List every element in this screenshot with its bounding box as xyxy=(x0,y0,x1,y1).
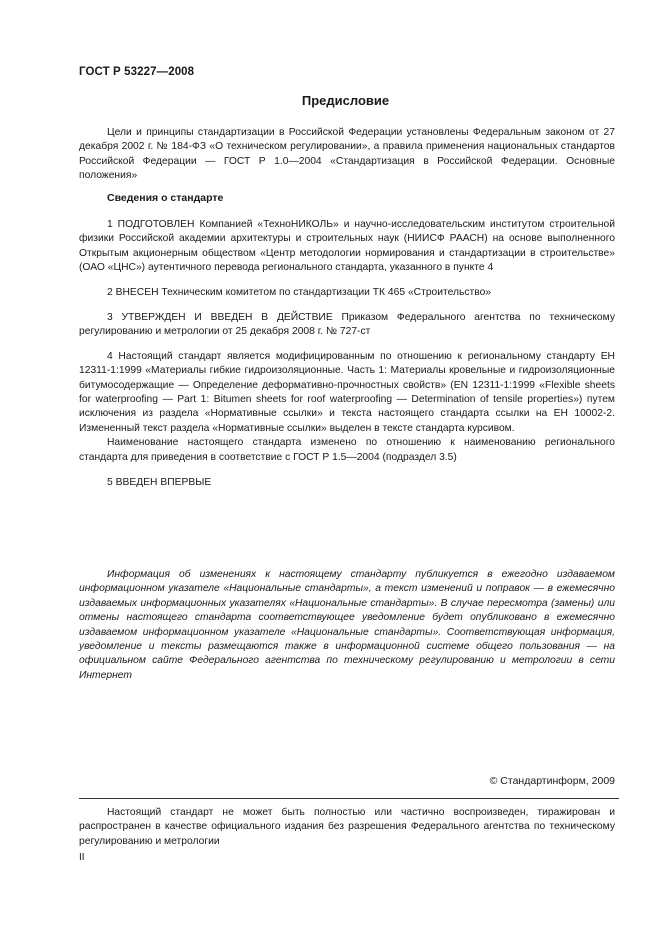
changes-notice: Информация об изменениях к настоящему стандарту публикуется в ежегодно издаваемом информационном указателе «Национальные стандарты», а текст изменений и поправок — в ежемесячно издаваемых информационных указателях «Национальные стандарты». В случае пересмотра (замены) или отмены настоящего стандарта соответствующее уведомление будет опубликовано в ежемесячно издаваемом информационном указателе «Национальные стандарты». Соответствующая информация, уведомление и тексты размещаются также в информационной системе общего пользования — на официальном сайте Федерального агентства по техническому регулированию и метрологии в сети Интернет xyxy=(79,569,615,681)
item-4-continuation: Наименование настоящего стандарта изменено по отношению к наименованию регионального стандарта для приведения в соответствие с ГОСТ Р 1.5—2004 (подраздел 3.5) xyxy=(79,437,615,463)
item-3-paragraph: 3 УТВЕРЖДЕН И ВВЕДЕН В ДЕЙСТВИЕ Приказом Федерального агентства по техническому регулированию и метрологии от 25 декабря 2008 г. № 727-ст xyxy=(79,312,615,338)
intro-paragraph: Цели и принципы стандартизации в Российской Федерации установлены Федеральным законом от 27 декабря 2002 г. № 184-ФЗ «О техническом регулировании», а правила применения национальных стандартов Российской Федерации — ГОСТ Р 1.0—2004 «Стандартизация в Российской Федерации. Основные положения» xyxy=(79,127,615,182)
item-5-paragraph: 5 ВВЕДЕН ВПЕРВЫЕ xyxy=(107,477,212,489)
reproduction-notice: Настоящий стандарт не может быть полностью или частично воспроизведен, тиражирован и распространен в качестве официального издания без разрешения Федерального агентства по техническому регулированию и метрологии xyxy=(79,807,615,847)
document-code: ГОСТ Р 53227—2008 xyxy=(79,66,195,78)
standard-info-block xyxy=(79,218,615,491)
item-1-paragraph: 1 ПОДГОТОВЛЕН Компанией «ТехноНИКОЛЬ» и научно-исследовательским институтом строительной физики Российской академии архитектуры и строительных наук (НИИСФ РААСН) на основе выполненного Открытым акционерным обществом «Центр методологии нормирования и стандартизации в строительстве» (ОАО «ЦНС») аутентичного перевода регионального стандарта, указанного в пункте 4 xyxy=(79,219,615,274)
item-4-paragraph: 4 Настоящий стандарт является модифицированным по отношению к региональному стандарту ЕН 12311-1:1999 «Материалы гибкие гидроизоляционные. Часть 1: Материалы кровельные и гидроизоляционные битумосодержащие — Определение деформативно-прочностных свойств» (EN 12311-1:1999 «Flexible sheets for waterproofing — Part 1: Bitumen sheets for roof waterproofing — Determination of tensile properties») путем исключения из раздела «Нормативные ссылки» и текста настоящего стандарта ссылки на ЕН 10002-2. Измененный текст раздела «Нормативные ссылки» выделен в тексте стандарта курсивом. xyxy=(79,350,615,434)
notice-block xyxy=(79,568,615,683)
page-number: II xyxy=(79,852,85,863)
copyright-line: © Стандартинформ, 2009 xyxy=(489,775,615,787)
item-2-paragraph: 2 ВНЕСЕН Техническим комитетом по стандартизации ТК 465 «Строительство» xyxy=(107,286,492,298)
section-heading: Сведения о стандарте xyxy=(107,192,224,204)
page-title: Предисловие xyxy=(301,93,390,108)
intro-block xyxy=(79,126,615,184)
footer-divider xyxy=(79,798,619,799)
footer-block xyxy=(79,806,615,849)
